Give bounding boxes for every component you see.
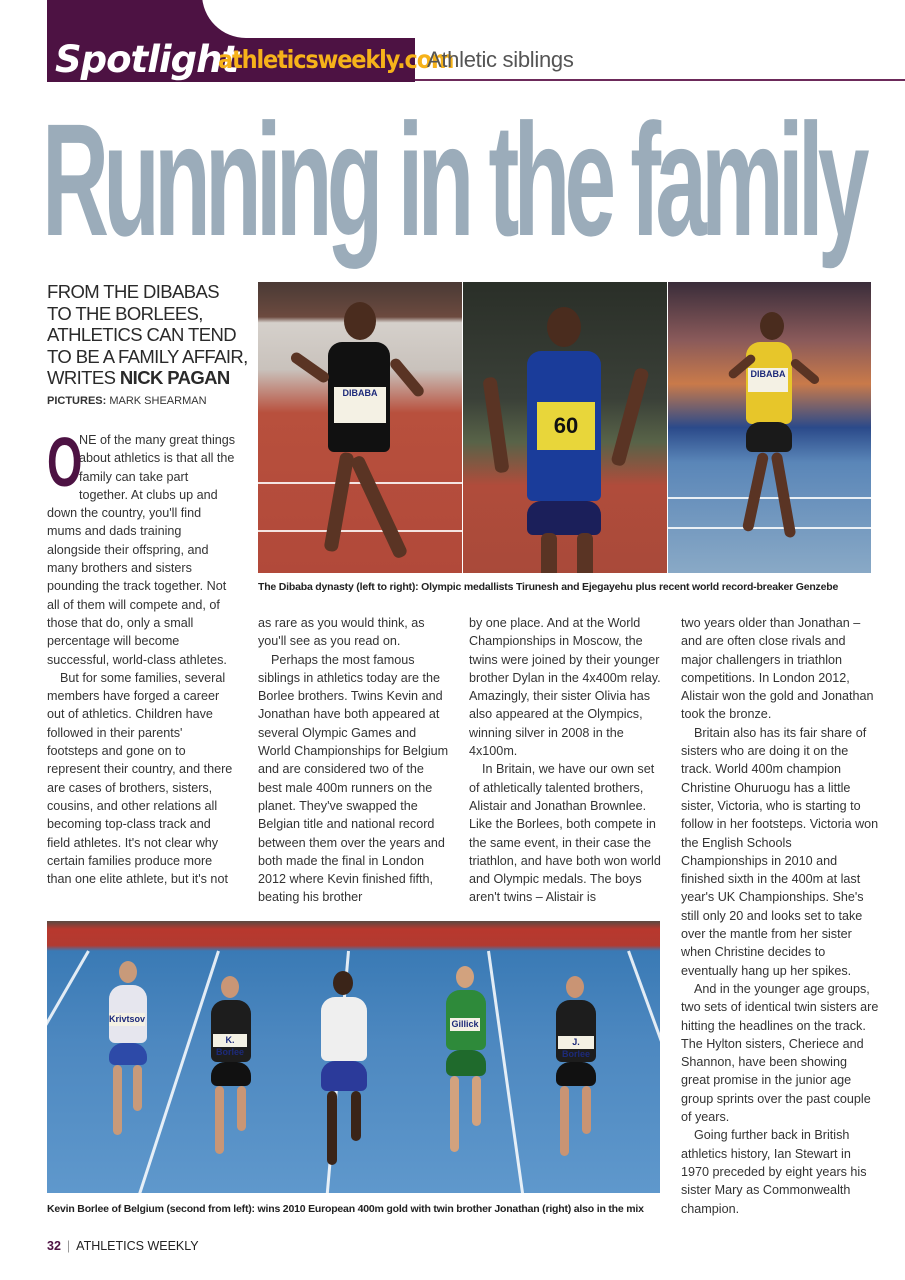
track-lane xyxy=(668,527,871,529)
section-title: Athletic siblings xyxy=(427,47,574,72)
photo-borlee-race xyxy=(47,921,660,1193)
track-lane xyxy=(487,951,526,1193)
dropcap: O xyxy=(47,423,83,501)
site-link[interactable]: athleticsweekly.com xyxy=(218,45,454,74)
body-column-4 xyxy=(681,614,879,1218)
track-lane xyxy=(627,950,660,1193)
race-bib: DIBABA xyxy=(334,387,386,423)
photo-tirunesh-dibaba xyxy=(258,282,462,573)
spotlight-label: Spotlight xyxy=(55,38,239,81)
author-name: NICK PAGAN xyxy=(119,367,230,388)
standfirst-line xyxy=(47,367,252,389)
body-paragraph: as rare as you would think, as you'll see as you read on. xyxy=(258,616,425,649)
track-lane xyxy=(668,497,871,499)
body-paragraph: Britain also has its fair share of sisters who are doing it on the track. World 400m champion Christine Ohuruogu has a little sister, Victoria, who is starting to follow in her footsteps. Victoria won the English Schools Championships in 2010 and finished sixth in the 400m at last year's UK Championships. She's still only 20 and looks set to take over the mantle from her sister when Christine decides to eventually hang up her spikes. xyxy=(681,725,879,978)
standfirst xyxy=(47,281,252,389)
body-paragraph xyxy=(47,423,237,669)
race-bib: Krivtsov xyxy=(109,1014,146,1024)
credit-label: PICTURES: xyxy=(47,395,107,407)
track-lane xyxy=(47,950,90,1177)
body-paragraph: Going further back in British athletics history, Ian Stewart in 1970 preceded by eight years his sister Mary as Commonwealth champion. xyxy=(681,1128,867,1216)
body-text: NE of the many great things about athletics is that all the family can take part together. At clubs up and down the country, you'll find mums and dads training alongside their offspring, and many brothers and sisters pounding the track together. Not all of them will compete and, of those that do, only a small percentage will become successful, world-class athletes. xyxy=(47,433,236,667)
header-rule xyxy=(415,79,905,81)
body-paragraph: And in the younger age groups, two sets of identical twin sisters are hitting the headlines on the track. The Hylton sisters, Cheriece and Shannon, have been showing great promise in the junior age group sprints over the past couple of years. xyxy=(681,981,879,1125)
photo-caption-dibaba: The Dibaba dynasty (left to right): Olympic medallists Tirunesh and Ejegayehu plus recent world record-breaker Genzebe xyxy=(258,581,839,593)
standfirst-line: FROM THE DIBABAS xyxy=(47,281,220,302)
photo-genzebe-dibaba xyxy=(668,282,871,573)
photo-ejegayehu-dibaba xyxy=(463,282,667,573)
body-paragraph: two years older than Jonathan – and are often close rivals and major challengers in triathlon competitions. In London 2012, Alistair won the gold and Jonathan took the bronze. xyxy=(681,616,874,722)
track-lane xyxy=(258,530,462,532)
body-paragraph: But for some families, several members have forged a career out of athletics. Children have followed in their parents' footsteps and gone on to represent their country, and there are cases of brothers, sisters, cousins, and other relations all becoming top-class track and field athletes. It's not clear why certain families produce more than one elite athlete, but it's not xyxy=(47,670,233,887)
body-column-3 xyxy=(469,614,665,907)
page-number: 32 xyxy=(47,1239,61,1253)
folio-separator: | xyxy=(66,1239,71,1253)
page-title: Running in the family xyxy=(42,90,864,269)
race-bib: Gillick xyxy=(451,1019,479,1029)
body-column-1 xyxy=(47,423,237,888)
magazine-name: ATHLETICS WEEKLY xyxy=(76,1239,199,1253)
track-lane xyxy=(137,951,220,1193)
body-paragraph: In Britain, we have our own set of athletically talented brothers, Alistair and Jonathan Brownlee. Like the Borlees, both compete in the same event, in their case the triathlon, and have both won world and Olympic medals. The boys aren't twins – Alistair is xyxy=(469,762,661,905)
standfirst-line: TO BE A FAMILY AFFAIR, xyxy=(47,345,248,367)
race-bib: J. Borlee xyxy=(558,1036,594,1049)
race-bib: DIBABA xyxy=(748,368,788,392)
standfirst-line: TO THE BORLEES, xyxy=(47,302,203,324)
standfirst-writes: WRITES xyxy=(47,367,120,388)
race-bib: K. Borlee xyxy=(213,1034,247,1047)
body-column-2 xyxy=(258,614,450,907)
header-notch xyxy=(202,0,415,38)
photo-caption-borlee: Kevin Borlee of Belgium (second from left): wins 2010 European 400m gold with twin brother Jonathan (right) also in the mix xyxy=(47,1203,644,1215)
body-paragraph: Perhaps the most famous siblings in athletics today are the Borlee brothers. Twins Kevin and Jonathan have both appeared at several Olympic Games and World Championships for Belgium and are considered two of the best male 400m runners on the planet. They've swapped the Belgian title and national record between them over the years and both made the final in London 2012 where Kevin finished fifth, beating his brother xyxy=(258,652,449,905)
page-folio xyxy=(47,1239,199,1253)
race-bib: 60 xyxy=(537,402,595,450)
standfirst-line: ATHLETICS CAN TEND xyxy=(47,324,236,345)
picture-credit xyxy=(47,395,207,407)
body-paragraph: by one place. And at the World Championships in Moscow, the twins were joined by their younger brother Dylan in the 4x400m relay. Amazingly, their sister Olivia has also appeared at the Olympics, winning silver in 2008 in the 4x100m. xyxy=(469,616,661,759)
credit-name: MARK SHEARMAN xyxy=(109,395,207,407)
